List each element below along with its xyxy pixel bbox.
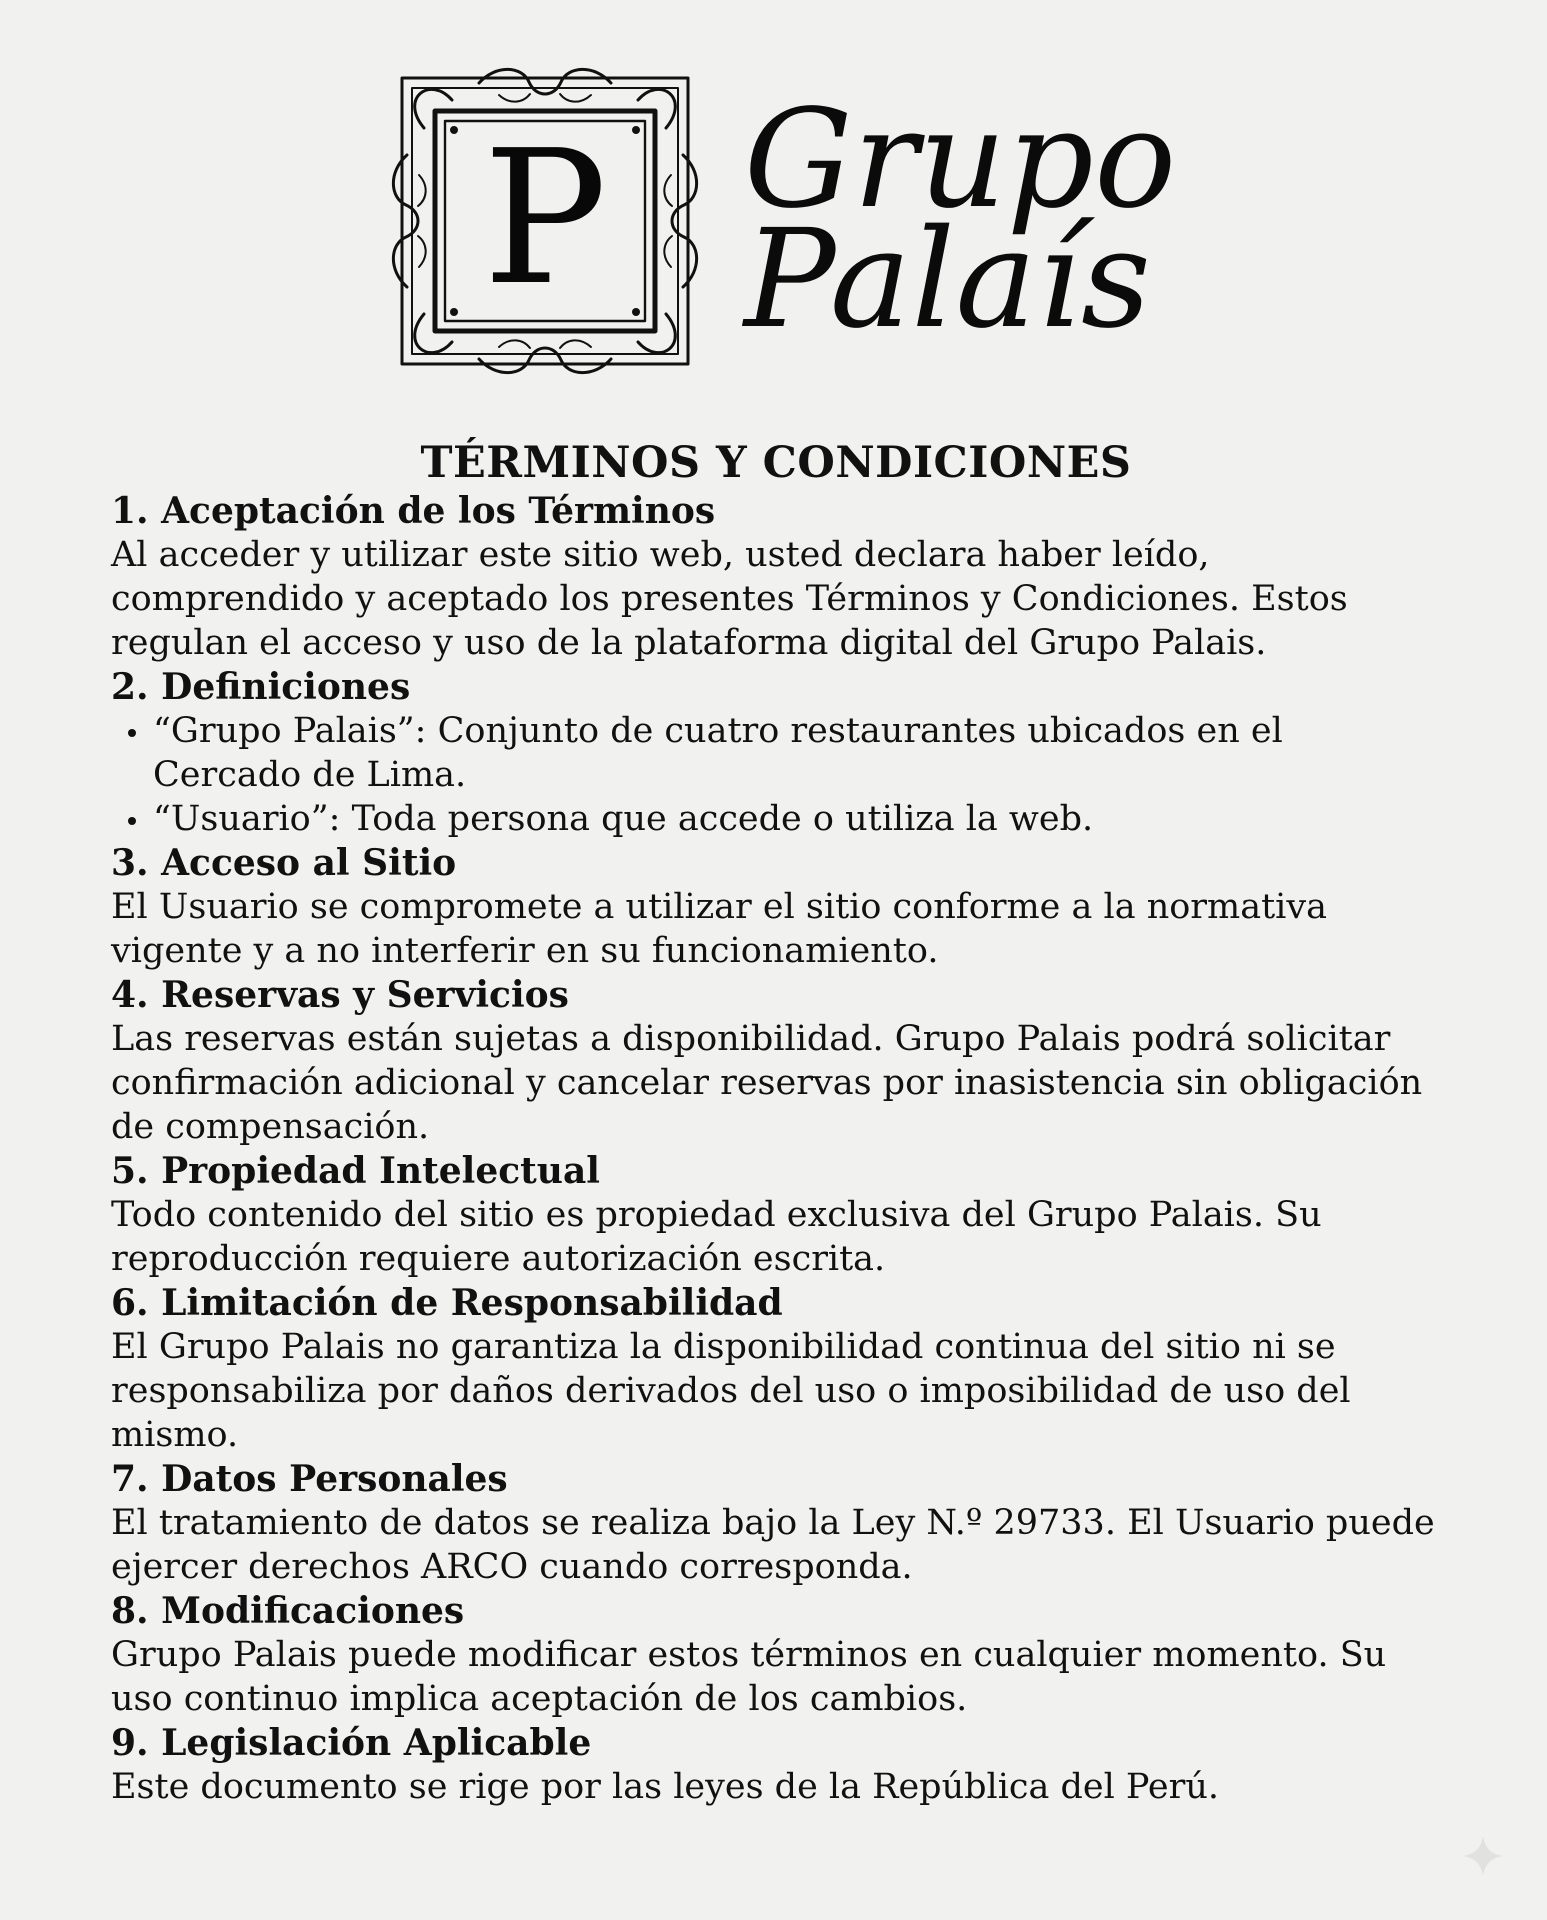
section-body: Al acceder y utilizar este sitio web, usted declara haber leído, comprendido y aceptado los presentes Términos y Condiciones. Estos regulan el acceso y uso de la plataforma digital del Grupo Palais. [111, 535, 1348, 663]
terms-section-applicable-law [111, 1721, 1441, 1809]
section-heading: 8. Modificaciones [111, 1590, 465, 1632]
section-body: El tratamiento de datos se realiza bajo la Ley N.º 29733. El Usuario puede ejercer derechos ARCO cuando corresponda. [111, 1503, 1435, 1587]
terms-section-reservations [111, 973, 1441, 1149]
definition-item-grupo-palais: “Grupo Palais”: Conjunto de cuatro restaurantes ubicados en el Cercado de Lima. [128, 709, 1441, 797]
section-heading: 9. Legislación Aplicable [111, 1722, 592, 1764]
section-heading: 5. Propiedad Intelectual [111, 1150, 600, 1192]
sparkle-icon [1461, 1834, 1505, 1878]
section-body: Todo contenido del sitio es propiedad exclusiva del Grupo Palais. Su reproducción requiere autorización escrita. [111, 1195, 1322, 1279]
section-heading: 1. Aceptación de los Términos [111, 490, 716, 532]
terms-section-intellectual-property [111, 1149, 1441, 1281]
brand-wordmark [744, 81, 1177, 359]
terms-section-liability [111, 1281, 1441, 1457]
section-heading: 4. Reservas y Servicios [111, 974, 569, 1016]
section-body: Las reservas están sujetas a disponibilidad. Grupo Palais podrá solicitar confirmación adicional y cancelar reservas por inasistencia sin obligación de compensación. [111, 1019, 1423, 1147]
section-body: Grupo Palais puede modificar estos términos en cualquier momento. Su uso continuo implica aceptación de los cambios. [111, 1635, 1387, 1719]
section-body: El Grupo Palais no garantiza la disponibilidad continua del sitio ni se responsabiliza por daños derivados del uso o imposibilidad de uso del mismo. [111, 1327, 1351, 1455]
brand-line-palais: Palaís [744, 201, 1152, 359]
section-heading: 3. Acceso al Sitio [111, 842, 457, 884]
terms-section-site-access [111, 841, 1441, 973]
section-body: El Usuario se compromete a utilizar el sitio conforme a la normativa vigente y a no interferir en su funcionamiento. [111, 887, 1327, 971]
logo-monogram: P [482, 110, 608, 326]
section-body: Este documento se rige por las leyes de la República del Perú. [111, 1767, 1220, 1807]
terms-section-modifications [111, 1589, 1441, 1721]
ornamental-p-monogram-icon [384, 60, 706, 382]
section-heading: 6. Limitación de Responsabilidad [111, 1282, 783, 1324]
brand-line-grupo: Grupo [744, 81, 1177, 240]
terms-title: TÉRMINOS Y CONDICIONES [420, 438, 1132, 488]
definition-item-usuario: “Usuario”: Toda persona que accede o utiliza la web. [128, 797, 1441, 841]
brand-logo [384, 60, 1184, 382]
section-heading: 7. Datos Personales [111, 1458, 508, 1500]
section-heading: 2. Definiciones [111, 666, 411, 708]
terms-section-definitions [111, 665, 1441, 841]
terms-document [111, 437, 1441, 1809]
definitions-list [111, 709, 1441, 841]
terms-section-personal-data [111, 1457, 1441, 1589]
terms-section-acceptance [111, 489, 1441, 665]
